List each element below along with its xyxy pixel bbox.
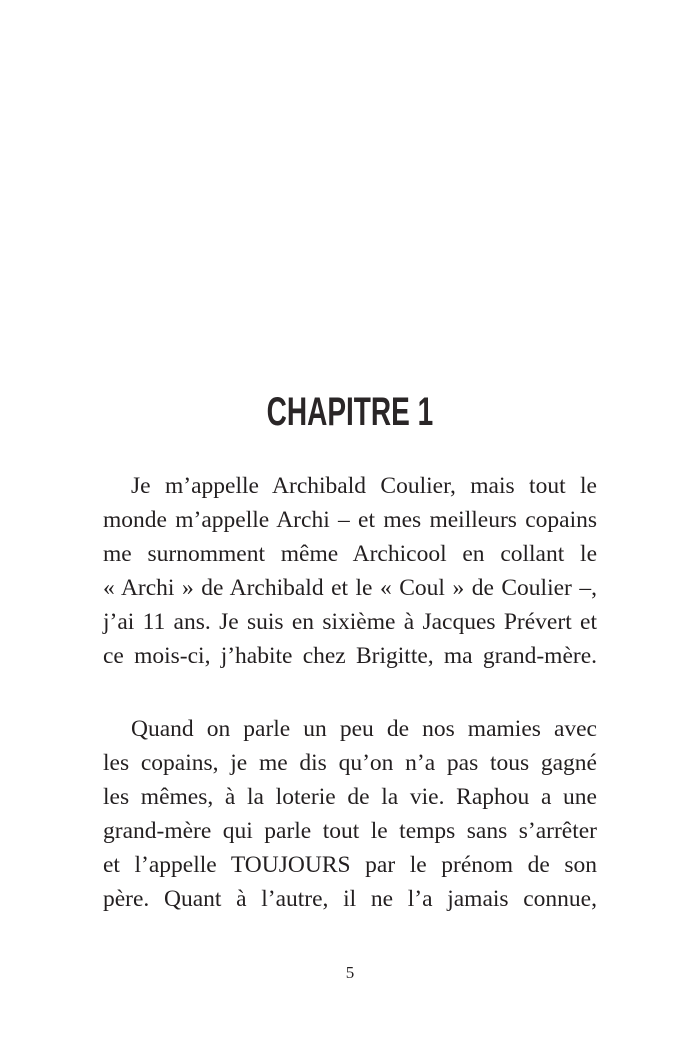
text-line: Quand on parle un peu de nos mamies avec — [131, 716, 597, 742]
page-number: 5 — [345, 963, 355, 982]
text-line: père. Quant à l’autre, il ne l’a jamais connue, — [103, 886, 597, 912]
text-line: les copains, je me dis qu’on n’a pas tous gagné — [103, 750, 597, 776]
text-line: j’ai 11 ans. Je suis en sixième à Jacques Prévert et — [103, 609, 597, 635]
text-line: grand-mère qui parle tout le temps sans s’arrêter — [103, 818, 597, 844]
text-line: les mêmes, à la loterie de la vie. Raphou a une — [103, 784, 597, 810]
paragraph-1 — [103, 469, 597, 673]
text-line: et l’appelle TOUJOURS par le prénom de son — [103, 852, 597, 878]
text-line: « Archi » de Archibald et le « Coul » de Coulier –, — [103, 575, 597, 601]
chapter-title: CHAPITRE 1 — [266, 390, 434, 434]
chapter-heading — [0, 390, 700, 434]
text-line: ce mois-ci, j’habite chez Brigitte, ma grand-mère. — [103, 643, 597, 669]
paragraph-2 — [103, 712, 597, 916]
text-line: me surnomment même Archicool en collant le — [103, 541, 597, 567]
text-line: monde m’appelle Archi – et mes meilleurs copains — [103, 507, 597, 533]
text-line: Je m’appelle Archibald Coulier, mais tout le — [131, 473, 597, 499]
